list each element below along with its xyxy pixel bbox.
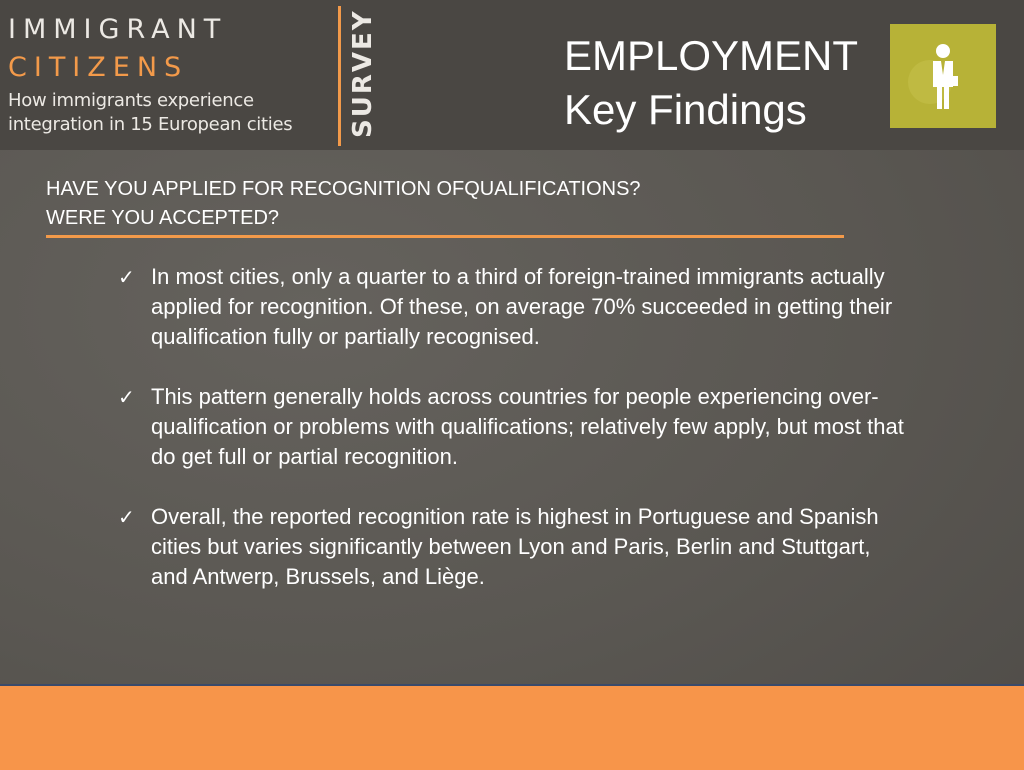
- finding-text: In most cities, only a quarter to a third of foreign-trained immigrants actually applied for recognition. Of these, on average 70% succeeded in getting their qualification fully or partially recognised.: [151, 264, 893, 349]
- logo-title-immigrant: IMMIGRANT: [8, 14, 228, 45]
- finding-bullet: [118, 262, 908, 352]
- logo-divider: [338, 6, 341, 146]
- slide-subtitle: Key Findings: [564, 86, 807, 133]
- header-band: [0, 0, 1024, 150]
- heading-divider: [46, 235, 844, 238]
- section-heading-line1: HAVE YOU APPLIED FOR RECOGNITION OFQUALIFICATIONS?: [46, 178, 641, 200]
- logo-survey-label: SURVEY: [348, 9, 378, 138]
- businessperson-icon: [890, 24, 996, 128]
- logo-title-citizens: CITIZENS: [8, 52, 189, 83]
- logo-subtitle-line2: integration in 15 European cities: [8, 114, 293, 135]
- slide-title: EMPLOYMENT: [564, 32, 859, 79]
- findings-list: [118, 262, 908, 622]
- finding-text: Overall, the reported recognition rate is highest in Portuguese and Spanish cities but varies significantly between Lyon and Paris, Berlin and Stuttgart, and Antwerp, Brussels, and Liège.: [151, 504, 879, 589]
- finding-bullet: [118, 502, 908, 592]
- finding-text: This pattern generally holds across countries for people experiencing over-qualification or problems with qualifications; relatively few apply, but most that do get full or partial recognition.: [151, 384, 904, 469]
- checkmark-icon: ✓: [118, 265, 135, 289]
- footer-band: [0, 684, 1024, 770]
- logo-subtitle-line1: How immigrants experience: [8, 90, 254, 111]
- checkmark-icon: ✓: [118, 385, 135, 409]
- section-heading-line2: WERE YOU ACCEPTED?: [46, 207, 280, 229]
- checkmark-icon: ✓: [118, 505, 135, 529]
- section-heading: [46, 175, 836, 233]
- finding-bullet: [118, 382, 908, 472]
